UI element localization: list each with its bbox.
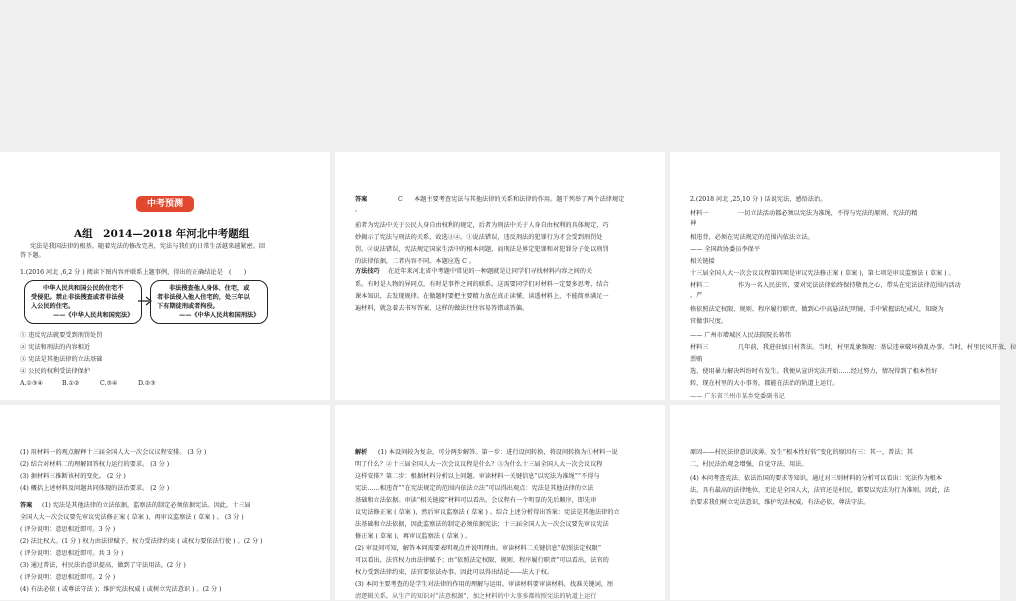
intro-text-2: 答下题。: [20, 252, 45, 259]
quote-line: 入公民的住宅。: [31, 303, 75, 310]
material-2-label: 材料二: [690, 282, 709, 289]
quote-source: ——《中华人民共和国刑法》: [179, 312, 260, 319]
material-line: —— 全国政协委员李保平: [690, 246, 761, 253]
method-line: 课本知识，去发现规律。在做题时要把主要精力放在真正读懂、读透材料上，不能简单满足一: [355, 293, 609, 300]
analysis-line: 明了什么？②十三届全国人大一次会议议程是什么？③为什么十三届全国人大一次会议议程: [355, 461, 603, 468]
analysis-line: 修正案 ( 草案 )，再审议监察法 ( 草案 ) 。: [355, 533, 472, 540]
analysis-line: 可以看出，法官权力由法律赋予；由“依照法定权限、规则、程序履行职责”可以看出，法官的: [355, 557, 609, 564]
answer-text: 本题主要考查宪法与其他法律的关系和法律的作用。题干列举了两个法律规定: [414, 196, 625, 203]
answer-label: 答案: [355, 196, 368, 203]
analysis-line: 基础和立法依据。审读“相关链接”材料可以看出，会议程有一个明显的先后顺序，即先审: [355, 497, 597, 504]
analysis-line: 宪法……相违背”“在宪法规定的范围内依法立法”可以得出观点：宪法是其他法律的立法: [355, 485, 594, 492]
material-3-label: 材料三: [690, 344, 709, 351]
subquestion-3: (3) 据材料三推断该村的变化。 (2 分 ): [20, 473, 126, 480]
material-1-label: 材料一: [690, 210, 709, 217]
material-line: 票贿: [690, 356, 703, 363]
quote-box-constitution: [24, 280, 142, 324]
analysis-line: 罚。②说法错误，宪法规定国家生活中的根本问题，而刑法是界定犯罪和对犯罪分子处以刑罚: [355, 246, 609, 253]
analysis-line: 原因——村民法律意识淡薄。发生“根本性好转”变化的原因有三：其一，普法；其: [690, 449, 913, 456]
option-1: ① 违反宪法就要受到刑罚处罚: [20, 332, 103, 339]
analysis-line: (2) 审设问可知，解答本问需要表明观点并说明理由。审读材料二关键信息“依照法定权限”: [355, 545, 601, 552]
subquestion-2: (2) 结合对材料二的理解回答权力运行的要求。 (3 分 ): [20, 461, 170, 468]
answer-line: (2) 法比权大。(1 分 ) 权力由法律赋予，权力受法律约束 ( 或权力要依法行使 ) 。(2 分 ): [20, 538, 263, 545]
quote-box-criminal-law: [150, 280, 268, 324]
answer-line: 全国人大一次会议要先审议宪法修正案 ( 草案 )，再审议监察法 ( 草案 ) 。 (3 分 ): [20, 514, 244, 521]
option-2: ② 宪法和刑法的内容相近: [20, 344, 91, 351]
section-banner: 中考预测: [136, 196, 194, 212]
method-text: 在近年来河北省中考题中常见的一种题就是让同学们寻找材料内容之间的关: [388, 268, 593, 275]
material-3-text: 几年前，我进驻加日村普法。当时，村里乱象频现：基层违章破坏换乱办事。当时，村里民风开放，拉: [738, 344, 1016, 351]
quote-source: ——《中华人民共和国宪法》: [53, 312, 134, 319]
page-panel-2: [335, 152, 665, 400]
quote-line: 下有期徒刑或者拘役。: [157, 303, 219, 310]
analysis-line: (4) 本问考查宪法、依法治国的要求等知识。通过对三则材料的分析可以看出：宪法作为根本: [690, 475, 943, 482]
analysis-line-cut: 清逻辑关系。从生产的知识对“法意根源”，加之材料的中大事多都按照宪法的轨道上运行: [355, 593, 597, 600]
quote-line: 受侵犯。禁止非法搜查或者非法侵: [31, 294, 124, 301]
answer-line: ( 评分说明：意思相近即可。共 3 分 ): [20, 550, 124, 557]
option-3: ③ 宪法是其他法律的立法基础: [20, 356, 103, 363]
analysis-line: 妙揭示了宪法与刑法的关系，故选③④。①说法错误，违反刑法的犯罪行为才会受到刑罚处: [355, 234, 603, 241]
material-2-text: 作为一名人民法官，要对宪法法律始终保持敬畏之心，带头在宪法法律范围内活动: [738, 282, 961, 289]
question-2: 2.(2018 河北 ,25,10 分 ) 话说宪法，感悟法治。: [690, 196, 827, 203]
material-line: 格依照法定权限、规则、程序履行职责，做到心中高悬法纪明镜，手中紧握法纪戒尺，知晓为: [690, 306, 944, 313]
material-line: 相关链接: [690, 258, 715, 265]
answer-letter: C: [398, 196, 403, 203]
analysis-line: 的法律依据，二者内容不同。本题应选 C 。: [355, 258, 476, 265]
choice-a: A.①③④: [20, 380, 44, 387]
method-line: 遍材料，就急着去书写答案，这样的做法往往容易答错或答偏。: [355, 305, 529, 312]
analysis-line: 权力受到法律约束，法官要依法办事。因此可以得出结论——法大于权。: [355, 569, 553, 576]
material-line: —— 广州市增城区人民法院院长蒋伟: [690, 332, 791, 339]
option-4: ④ 公民的权利受法律保护: [20, 368, 91, 375]
method-line: 系。有时是人物的异同点，有时是事件之间的联系。这需要同学们对材料一定要多思考，结合: [355, 281, 609, 288]
subquestion-1: (1) 用材料一的观点解释十三届全国人大一次会议议程安排。 (3 分 ): [20, 449, 207, 456]
answer-text-2: ，: [355, 206, 362, 213]
material-line-cut: —— 广东省兰州市某乡党委副书记: [690, 393, 785, 400]
material-line: 选、使用暴力解决纠纷时有发生。我便从宣讲宪法开始……经过努力，情况得到了根本性好: [690, 368, 938, 375]
analysis-line: 法，具有最高的法律地位，无论是全国人大，法官还是村民，都要以宪法为行为准则。因此，法: [690, 487, 950, 494]
analysis-line: 这样安排？第二步：根据材料分析以上问题。审读材料一关键信息“以宪法为准绳”“不得与: [355, 473, 600, 480]
choice-b: B.①②: [62, 380, 80, 387]
material-line: 转，现在村里的大小事务，都能在法治的轨道上运行。: [690, 380, 839, 387]
analysis-line: 议宪法修正案 ( 草案 )，然后审议监察法 ( 草案 ) 。综合上述分析得出答案：宪法是其他法律的立: [355, 509, 620, 516]
material-line: 官做事尺度。: [690, 318, 728, 325]
material-line: 相违背，必须在宪法规定的范围内依法立法。: [690, 234, 814, 241]
material-line: 神: [690, 220, 697, 227]
subquestion-4: (4) 概括上述材料及问题共同体现的法治要求。 (2 分 ): [20, 485, 170, 492]
choice-d: D.②③: [138, 380, 156, 387]
analysis-line: 二，村民法治观念增强，自觉守法、用法。: [690, 461, 808, 468]
analysis-line: (3) 本问主要考查的是学生对法律的作用的理解与运用。审读材料要审读材料，找准关键词，厘: [355, 581, 614, 588]
analysis-label: 解析: [355, 449, 368, 456]
choice-c: C.③④: [100, 380, 118, 387]
answer-line: (4) 有法必依 ( 或尊法守法 )；维护宪法权威 ( 或树立宪法意识 ) 。(2 分 ): [20, 586, 222, 593]
analysis-text: (1) 本设问较为复杂，可分两步解答。第一步：进行设问转换，将设问转换为①材料一说: [378, 449, 618, 456]
material-line: ，严: [690, 292, 703, 299]
intro-text: 宪法是我国法律的根基。随着宪法的修改完善，宪法与我们的日常生活越来越紧密。回: [30, 243, 266, 250]
answer-line: ( 评分说明：意思相近即可。3 分 ): [20, 526, 116, 533]
analysis-line: 法基础和立法依据，因此监察法的制定必须依据宪法；十三届全国人大一次会议要先审议宪法: [355, 521, 609, 528]
analysis-line: 治要求我们树立宪法意识，维护宪法权威，有法必依，尊法守法。: [690, 499, 870, 506]
answer-label: 答案: [20, 502, 33, 509]
analysis-line: 前者为宪法中关于公民人身自由权利的规定，后者为刑法中关于人身自由权利的具体规定，巧: [355, 222, 609, 229]
answer-line: ( 评分说明：意思相近即可。2 分 ): [20, 574, 116, 581]
arrow-icon: [138, 296, 154, 306]
answer-line: (3) 通过普法，村民法治意识提高，做到了守法用法。(2 分 ): [20, 562, 186, 569]
material-1-text: 一切立法活动都必须以宪法为准绳，不得与宪法的原则、宪法的精: [738, 210, 918, 217]
answer-text: (1) 宪法是其他法律的立法依据，监察法的制定必须依据宪法。因此，十三届: [42, 502, 251, 509]
quote-line: 中华人民共和国公民的住宅不: [43, 285, 124, 292]
question-1: 1.(2016 河北 ,6,2 分 ) 阅读下图内容并联系上题事例，得出的正确结论是 ( ): [20, 269, 247, 276]
quote-line: 者非法侵入他人住宅的，处三年以: [157, 294, 250, 301]
quote-line: 非法搜查他人身体、住宅，或: [169, 285, 250, 292]
material-line: 十三届全国人大一次会议议程第四项是审议宪法修正案 ( 草案 )，第七项是审议监察法 ( 草案 ) 。: [690, 270, 955, 277]
section-title: A组 2014—2018 年河北中考题组: [74, 228, 250, 240]
method-label: 方法技巧: [355, 268, 380, 275]
